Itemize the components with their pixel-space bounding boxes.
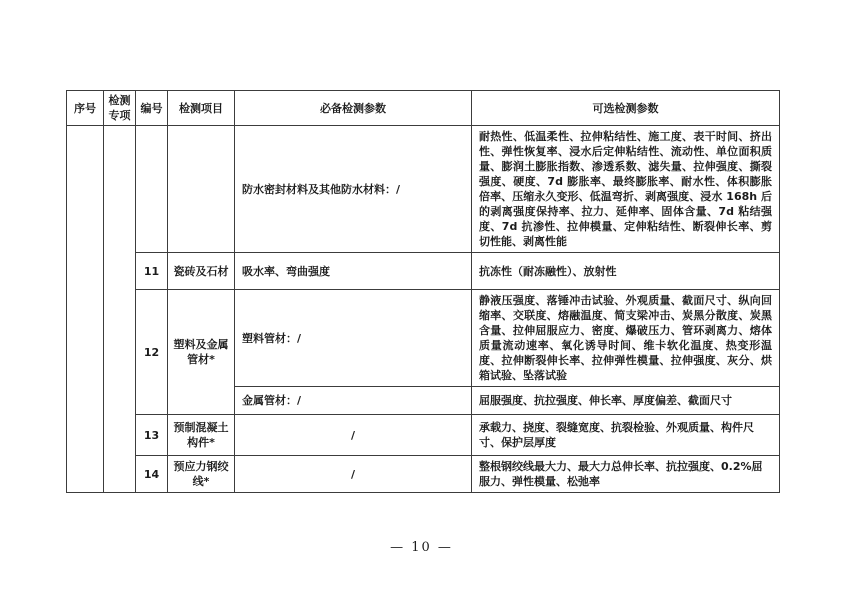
- cell-item-number: 13: [136, 415, 168, 456]
- inspection-parameters-table: [66, 90, 780, 493]
- table-header-row: [67, 91, 780, 126]
- table-row: [67, 415, 780, 456]
- header-inspection-specialty: 检测专项: [104, 91, 136, 126]
- table-row: [67, 253, 780, 290]
- cell-required-parameters: /: [235, 415, 472, 456]
- cell-serial-number-merged: [67, 126, 104, 493]
- header-serial-number: 序号: [67, 91, 104, 126]
- table-row: [67, 456, 780, 493]
- cell-optional-parameters: 承载力、挠度、裂缝宽度、抗裂检验、外观质量、构件尺寸、保护层厚度: [472, 415, 780, 456]
- cell-optional-parameters: 屈服强度、抗拉强度、伸长率、厚度偏差、截面尺寸: [472, 387, 780, 415]
- cell-item-number: 12: [136, 290, 168, 415]
- header-required-parameters: 必备检测参数: [235, 91, 472, 126]
- header-inspection-item: 检测项目: [168, 91, 235, 126]
- cell-inspection-item: 预制混凝土构件*: [168, 415, 235, 456]
- cell-required-parameters: 吸水率、弯曲强度: [235, 253, 472, 290]
- cell-inspection-item: 预应力钢绞线*: [168, 456, 235, 493]
- cell-required-parameters: 金属管材：/: [235, 387, 472, 415]
- header-item-number: 编号: [136, 91, 168, 126]
- cell-inspection-item: [168, 126, 235, 253]
- cell-required-parameters: 防水密封材料及其他防水材料：/: [235, 126, 472, 253]
- cell-optional-parameters: 耐热性、低温柔性、拉伸粘结性、施工度、表干时间、挤出性、弹性恢复率、浸水后定伸粘结性、流动性、单位面积质量、膨润土膨胀指数、渗透系数、滤失量、拉伸强度、撕裂强度、硬度、7d 膨胀率、最终膨胀率、耐水性、体积膨胀倍率、压缩永久变形、低温弯折、剥离强度、浸水 168h 后的剥离强度保持率、拉力、延伸率、固体含量、7d 粘结强度、7d 抗渗性、拉伸模量、定伸粘结性、断裂伸长率、剪切性能、剥离性能: [472, 126, 780, 253]
- cell-item-number: 14: [136, 456, 168, 493]
- cell-item-number: [136, 126, 168, 253]
- header-optional-parameters: 可选检测参数: [472, 91, 780, 126]
- page-number: — 10 —: [390, 540, 453, 555]
- cell-inspection-item: 瓷砖及石材: [168, 253, 235, 290]
- cell-optional-parameters: 静液压强度、落锤冲击试验、外观质量、截面尺寸、纵向回缩率、交联度、熔融温度、简支梁冲击、炭黑分散度、炭黑含量、拉伸屈服应力、密度、爆破压力、管环剥离力、熔体质量流动速率、氧化诱导时间、维卡软化温度、热变形温度、拉伸断裂伸长率、拉伸弹性模量、拉伸强度、灰分、烘箱试验、坠落试验: [472, 290, 780, 387]
- cell-optional-parameters: 抗冻性（耐冻融性）、放射性: [472, 253, 780, 290]
- cell-optional-parameters: 整根钢绞线最大力、最大力总伸长率、抗拉强度、0.2%屈服力、弹性模量、松弛率: [472, 456, 780, 493]
- cell-required-parameters: /: [235, 456, 472, 493]
- cell-inspection-item: 塑料及金属管材*: [168, 290, 235, 415]
- cell-required-parameters: 塑料管材：/: [235, 290, 472, 387]
- cell-inspection-specialty-merged: [104, 126, 136, 493]
- cell-item-number: 11: [136, 253, 168, 290]
- table-row: [67, 290, 780, 387]
- table-row: [67, 126, 780, 253]
